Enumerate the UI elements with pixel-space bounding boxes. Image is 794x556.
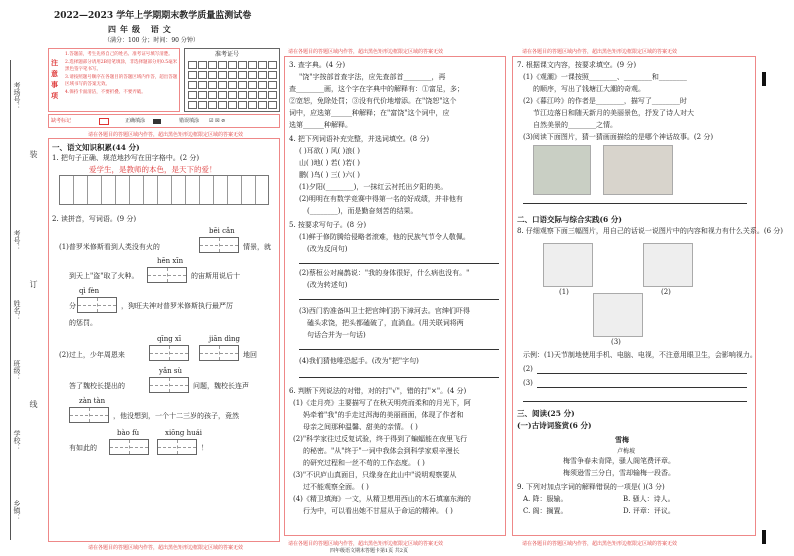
q9-option-a[interactable]: A. 降：服输。: [523, 495, 568, 503]
name-label: 姓名：: [13, 300, 21, 321]
q4-sentence-1[interactable]: (1)夕阳(________)，一抹红云衬托出夕阳的美。: [299, 183, 448, 191]
q7-item-1[interactable]: (1)《观潮》一课按照________、________和________: [523, 73, 687, 81]
section3-heading: 三、阅读(25 分): [517, 409, 575, 418]
section-q7-q9-box: [512, 56, 784, 536]
pinyin-1: bēi cǎn: [209, 227, 235, 235]
pinyin-4: qīng xī: [157, 335, 182, 343]
ticket-bubble[interactable]: [248, 91, 257, 99]
ticket-bubble[interactable]: [248, 61, 257, 69]
q5-item-3: (3)西门豹准备叫卫士把官绅们扔下漳河去。官绅们吓得: [299, 307, 470, 315]
q4-prompt: 4. 把下列词语补充完整，并选词填空。(8 分): [289, 135, 430, 143]
ticket-bubble[interactable]: [208, 71, 217, 79]
pinyin-9: xiōng huái: [165, 429, 203, 437]
q6-item-1c[interactable]: 母亲之间那种温馨、甜美的亲情。 ( ): [303, 423, 418, 431]
ticket-bubble[interactable]: [228, 81, 237, 89]
q8-line-2: (2): [523, 365, 533, 373]
q7-item-2b: 节江边落日和随天新月的美丽景色，抒发了诗人对大: [533, 109, 694, 117]
q9-option-b[interactable]: B. 骚人：诗人。: [623, 495, 675, 503]
q8-line-3: (3): [523, 379, 533, 387]
ticket-number-box: [184, 48, 280, 112]
exam-title: 2022—2023 学年上学期期末教学质量监测试卷: [54, 11, 252, 21]
q2-line-f1: 答了魏校长提出的: [69, 382, 125, 390]
q8-example: 示例：(1)天节制地使用手机、电脑、电视，不注意用眼卫生，会影响视力。: [523, 351, 757, 359]
ticket-bubble[interactable]: [268, 81, 277, 89]
q6-item-3: (3)"不识庐山真面目，只缘身在此山中"说明观察要从: [293, 471, 457, 479]
q7-item-2c[interactable]: 自然美景的________之情。: [533, 121, 617, 129]
q3-line-1: "饶"字按部首查字法，应先查部首________，再: [299, 73, 446, 81]
answer-box-9[interactable]: [157, 439, 197, 455]
q7-item-3: (3)阅读下面图片，猜一猜画面描绘的是哪个神话故事。(2 分): [523, 133, 714, 141]
exam-grade-subject: 四年级 语文: [108, 24, 175, 34]
ticket-bubble[interactable]: [188, 91, 197, 99]
dashed-cut-line: [10, 60, 11, 540]
answer-line[interactable]: [299, 349, 499, 350]
q5-item-4: (4)我们猜他唯恐起手。(改为"把"字句): [299, 357, 419, 365]
ticket-bubble[interactable]: [198, 71, 207, 79]
answer-line[interactable]: [523, 401, 747, 402]
fill-wrong-samples: ☑ ☒ ⊘: [209, 118, 226, 124]
ticket-bubble[interactable]: [238, 61, 247, 69]
ticket-bubble[interactable]: [238, 81, 247, 89]
ticket-bubble[interactable]: [208, 101, 217, 109]
q4-row-2[interactable]: 山( )地( ) 若( )若( ): [299, 159, 360, 167]
school-label: 学校：: [13, 430, 21, 451]
q5-item-1-hint: (改为反问句): [307, 245, 348, 253]
answer-box-6[interactable]: [149, 377, 189, 393]
answer-box-7[interactable]: [69, 407, 109, 423]
exam-meta: （满分：100 分；时间：90 分钟）: [104, 37, 199, 44]
q6-item-1: (1)《走月亮》主要描写了在秋天明亮而柔和的月光下，阿: [293, 399, 471, 407]
fill-correct-label: 正确填涂: [125, 118, 146, 124]
ticket-bubble-grid[interactable]: [188, 61, 278, 111]
q3-prompt: 3. 查字典。(4 分): [289, 61, 346, 69]
ticket-number-label: 准考证号: [215, 51, 240, 58]
q2-line-e2: 地回: [243, 351, 257, 359]
column-2: [284, 8, 506, 548]
column-3: [512, 8, 784, 548]
cut-char-2: 订: [29, 280, 38, 288]
ticket-bubble[interactable]: [188, 101, 197, 109]
ticket-bubble[interactable]: [208, 81, 217, 89]
ticket-bubble[interactable]: [218, 91, 227, 99]
exam-room-label: 考场号：: [13, 82, 21, 110]
q3-line-2: 查________画，这个字在字典中的解释有：①富足，多；: [289, 85, 464, 93]
alignment-mark: [762, 72, 766, 86]
absent-label: 缺考标记: [51, 118, 72, 124]
q6-item-2c[interactable]: 的研究过程和一丝不苟的工作态度。 ( ): [303, 459, 425, 467]
alignment-mark: [762, 530, 766, 544]
ticket-bubble[interactable]: [188, 81, 197, 89]
q4-sentence-3[interactable]: (________)，而是勤奋刻苦的结果。: [307, 207, 418, 215]
ticket-bubble[interactable]: [268, 61, 277, 69]
q5-item-3-hint: 句话合并为一句话): [307, 331, 366, 339]
answer-area-warning: 请在各题目的答题区域内作答，超出黑色矩形边框限定区域的答案无效: [288, 49, 444, 55]
notes-list: 1.答题前，考生先将自己的姓名、准考证号填写清楚。 2.选择题部分请用2B铅笔填涂，非选择题部分用0.5毫米黑色签字笔书写。 3.请按照题号顺序在各题目的答题区域内作答，超出答题区域书写的答案无效。 4.保持卡面清洁，不要折叠、不要弄破。: [65, 52, 178, 95]
pinyin-5: jiān dìng: [209, 335, 241, 343]
fill-correct-sample: [153, 119, 161, 124]
ticket-bubble[interactable]: [198, 81, 207, 89]
ticket-bubble[interactable]: [258, 71, 267, 79]
poem-title: 雪梅: [615, 435, 629, 444]
ticket-bubble[interactable]: [228, 71, 237, 79]
ticket-bubble[interactable]: [238, 91, 247, 99]
ticket-bubble[interactable]: [228, 91, 237, 99]
ticket-bubble[interactable]: [198, 101, 207, 109]
vision-picture-2: [643, 243, 693, 287]
q7-prompt: 7. 根据课文内容，按要求填空。(9 分): [517, 61, 637, 69]
answer-box-1[interactable]: [199, 237, 239, 253]
q1-prompt: 1. 把句子正确、规范地抄写在田字格中。(2 分): [52, 154, 200, 162]
pinyin-3: qì fèn: [79, 287, 100, 295]
ticket-bubble[interactable]: [218, 81, 227, 89]
absent-checkbox[interactable]: [99, 118, 109, 125]
ticket-bubble[interactable]: [258, 91, 267, 99]
q6-item-2b: 的秘密。"从"终于"一词中我体会到科学家艰辛漫长: [303, 447, 460, 455]
cut-char-3: 线: [29, 400, 38, 408]
myth-picture-2: [603, 145, 673, 195]
pinyin-8: bào fù: [117, 429, 140, 437]
q2-prompt: 2. 读拼音，写词语。(9 分): [52, 215, 137, 223]
ticket-bubble[interactable]: [218, 71, 227, 79]
q3-line-3: ②宽恕，免除处罚；③没有代价地增添。在"饶恕"这个: [289, 97, 457, 105]
answer-box-2[interactable]: [147, 267, 187, 283]
q7-item-1b: 的顺序，写出了钱塘江大潮的奇观。: [533, 85, 645, 93]
q1-writing-grid[interactable]: [59, 175, 269, 205]
answer-area-warning-bottom: 请在各题目的答题区域内作答，超出黑色矩形边框限定区域的答案无效: [88, 545, 244, 551]
ticket-bubble[interactable]: [248, 71, 257, 79]
q2-line-a2: 情景，就: [243, 243, 271, 251]
answer-line[interactable]: [537, 373, 747, 374]
ticket-bubble[interactable]: [188, 61, 197, 69]
q5-item-1: (1)鲜于修防腾给侵略者滚难，他的民族气节令人敬佩。: [299, 233, 470, 241]
cut-char-1: 装: [29, 150, 38, 158]
q2-line-e1: (2)过上，少年周恩来: [59, 351, 125, 359]
answer-box-4[interactable]: [149, 345, 189, 361]
q6-item-3b[interactable]: 过不能观察全面。 ( ): [303, 483, 369, 491]
poem-line-1: 梅雪争春未肯降，骚人阁笔费评章。: [563, 457, 675, 465]
q7-item-2[interactable]: (2)《暮江吟》的作者是________，描写了________时: [523, 97, 687, 105]
q2-line-h1: 有如此的: [69, 444, 97, 452]
answer-line[interactable]: [299, 377, 499, 378]
answer-area-warning: 请在各题目的答题区域内作答，超出黑色矩形边框限定区域的答案无效: [522, 49, 678, 55]
answer-box-8[interactable]: [109, 439, 149, 455]
q9-option-c[interactable]: C. 阁：搁置。: [523, 507, 568, 515]
q6-item-4b[interactable]: 行为中，可以看出她不甘屈从于命运的精神。 ( ): [303, 507, 453, 515]
ticket-bubble[interactable]: [218, 61, 227, 69]
q8-prompt: 8. 仔细观察下面三幅图片，用自己的话说一说图片中的内容和视力有什么关系。(6 分): [517, 227, 784, 235]
township-label: 乡镇：: [13, 500, 21, 521]
fill-wrong-label: 错误填涂: [179, 118, 200, 124]
q2-line-b1: 到天上"盗"取了火种。: [69, 272, 139, 280]
binding-strip: [0, 0, 44, 556]
section-q3-q6-box: [284, 56, 506, 536]
ticket-bubble[interactable]: [208, 61, 217, 69]
ticket-bubble[interactable]: [258, 101, 267, 109]
answer-area-warning: 请在各题目的答题区域内作答，超出黑色矩形边框限定区域的答案无效: [88, 132, 244, 138]
notes-label: 注意事项: [51, 58, 58, 100]
answer-line[interactable]: [299, 299, 499, 300]
q4-row-1[interactable]: ( )耳欲( ) 风( )浪( ): [299, 147, 360, 155]
poem-author: 卢梅坡: [617, 448, 636, 455]
ticket-bubble[interactable]: [258, 61, 267, 69]
section3a-heading: (一)古诗词鉴赏(6 分): [517, 421, 592, 430]
q9-prompt: 9. 下列对加点字词的解释错误的一项是( )(3 分): [517, 483, 665, 491]
ticket-number-label: 考号：: [13, 230, 21, 251]
q2-line-d1: 的惩罚。: [69, 319, 97, 327]
q2-line-a1: (1)普罗米修斯看到人类没有火的: [59, 243, 160, 251]
section2-heading: 二、口语交际与综合实践(6 分): [517, 215, 622, 224]
ticket-bubble[interactable]: [228, 101, 237, 109]
answer-area-warning-bottom: 请在各题目的答题区域内作答，超出黑色矩形边框限定区域的答案无效: [288, 541, 444, 547]
q2-line-c2: ，狗旺夫神对普罗米修斯执行最严厉: [121, 302, 233, 310]
ticket-bubble[interactable]: [188, 71, 197, 79]
pic-label-1: (1): [559, 288, 569, 296]
q3-line-5: 选第______种解释。: [289, 121, 352, 129]
notes-box: [48, 48, 180, 112]
q2-line-b2: 的宙斯用说后十: [191, 272, 240, 280]
vision-picture-1: [543, 243, 593, 287]
ticket-bubble[interactable]: [238, 101, 247, 109]
page-footer: 四年级语文期末答题卡第1页 共2页: [330, 548, 408, 554]
ticket-bubble[interactable]: [198, 61, 207, 69]
q5-item-2-hint: (改为转述句): [307, 281, 348, 289]
q2-line-f2: 问题，魏校长连声: [193, 382, 249, 390]
pinyin-7: zàn tàn: [79, 397, 106, 405]
section1-answer-box: [48, 138, 280, 542]
answer-box-5[interactable]: [199, 345, 239, 361]
pinyin-2: hēn xīn: [157, 257, 184, 265]
q5-item-3b: 磕头求饶，把头都磕破了，直淌血。(用关联词将两: [307, 319, 464, 327]
pic-label-3: (3): [611, 338, 621, 346]
q2-line-c1: 分: [69, 302, 76, 310]
q6-prompt: 6. 判断下列说法的对错，对的打"√"，错的打"×"。(4 分): [289, 387, 467, 395]
q3-line-4: 词中，应选第______种解释；在"富饶"这个词中，应: [289, 109, 450, 117]
ticket-bubble[interactable]: [258, 81, 267, 89]
pic-label-2: (2): [661, 288, 671, 296]
ticket-bubble[interactable]: [248, 81, 257, 89]
q2-line-g2: ，他没想到，一个十二三岁的孩子，竟然: [113, 412, 239, 420]
section1-heading: 一、语文知识积累(44 分): [52, 143, 140, 152]
pinyin-6: yǎn sù: [159, 367, 182, 375]
ticket-bubble[interactable]: [238, 71, 247, 79]
vision-picture-3: [593, 293, 643, 337]
poem-line-2: 梅须逊雪三分白，雪却输梅一段香。: [563, 469, 675, 477]
answer-line[interactable]: [523, 203, 747, 204]
absent-row: [48, 114, 280, 128]
q6-item-1b: 妈牵着"我"的手走过洱海的美丽画面，体现了作者和: [303, 411, 464, 419]
q4-sentence-2: (2)明明在有数学竞赛中得第一名的好成绩，并非他有: [299, 195, 463, 203]
answer-area-warning-bottom: 请在各题目的答题区域内作答，超出黑色矩形边框限定区域的答案无效: [522, 541, 678, 547]
q5-item-2: (2)蔡桓公对扁鹊说："我的身体很好，什么病也没有。": [299, 269, 470, 277]
ticket-bubble[interactable]: [268, 91, 277, 99]
myth-picture-1: [533, 145, 591, 195]
answer-box-3[interactable]: [77, 297, 117, 313]
ticket-bubble[interactable]: [248, 101, 257, 109]
q1-sentence: 爱学生，是教师的本色，是天下的爱！: [89, 165, 217, 174]
ticket-bubble[interactable]: [268, 101, 277, 109]
ticket-bubble[interactable]: [208, 91, 217, 99]
q9-option-d[interactable]: D. 评章：评议。: [623, 507, 675, 515]
q4-row-3[interactable]: 鹏( )鸟( ) 三( )六( ): [299, 171, 360, 179]
answer-line[interactable]: [299, 263, 499, 264]
ticket-bubble[interactable]: [228, 61, 237, 69]
column-1: [48, 8, 280, 551]
q5-prompt: 5. 按要求写句子。(8 分): [289, 221, 367, 229]
q6-item-4: (4)《精卫填海》一文，从精卫想用西山的木石填塞东海的: [293, 495, 471, 503]
ticket-bubble[interactable]: [198, 91, 207, 99]
answer-line[interactable]: [537, 387, 747, 388]
q6-item-2: (2)"科学家往过反复试验，终于得到了蝙蝠能在夜里飞行: [293, 435, 468, 443]
ticket-bubble[interactable]: [218, 101, 227, 109]
ticket-bubble[interactable]: [268, 71, 277, 79]
q2-line-h2: ！: [201, 444, 208, 452]
class-label: 班级：: [13, 360, 21, 381]
